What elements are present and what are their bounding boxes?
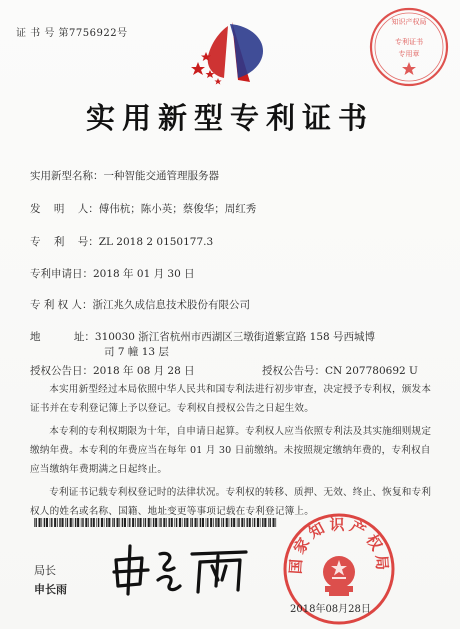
field-inventor: 发 明 人：傅伟杭；陈小英；蔡俊华；周红秀 <box>30 203 257 215</box>
svg-text:专利证书: 专利证书 <box>395 38 423 46</box>
director-name: 申长雨 <box>34 583 67 596</box>
seal-date: 2018年08月28日 <box>290 604 371 615</box>
field-grant-number: 授权公告号：CN 207780692 U <box>262 365 418 377</box>
patent-office-emblem-icon <box>184 18 276 90</box>
certificate-number: 证 书 号 第7756922号 <box>16 28 128 39</box>
director-title: 局长 <box>34 564 56 577</box>
special-seal-stamp <box>366 4 452 90</box>
paragraph-grant: 本实用新型经过本局依照中华人民共和国专利法进行初步审查，决定授予专利权，颁发本证书并在专利登记簿上予以登记。专利权自授权公告之日起生效。 <box>30 384 432 414</box>
field-grant-date: 授权公告日：2018 年 08 月 28 日 <box>30 365 195 377</box>
paragraph-legal-status: 专利证书记载专利权登记时的法律状况。专利权的转移、质押、无效、终止、恢复和专利权人的姓名或名称、国籍、地址变更等事项记载在专利登记簿上。 <box>30 487 432 517</box>
paragraph-term: 本专利的专利权期限为十年，自申请日起算。专利权人应当依照专利法及其实施细则规定缴纳年费。本专利的年费应当在每年 01 月 30 日前缴纳。未按照规定缴纳年费的，专利权自应当缴纳年费期满之日起终止。 <box>30 426 432 475</box>
field-address: 地 址：310030 浙江省杭州市西湖区三墩街道紫宣路 158 号西城博 <box>30 331 376 343</box>
svg-text:国家知识产权局: 国家知识产权局 <box>286 515 392 575</box>
svg-text:专用章: 专用章 <box>398 50 420 58</box>
barcode <box>34 518 278 527</box>
field-address-line2: 司 7 幢 13 层 <box>104 346 169 358</box>
certificate-title: 实用新型专利证书 <box>85 101 374 135</box>
certificate-body <box>30 380 434 525</box>
svg-text:知识产权局: 知识产权局 <box>391 18 427 26</box>
field-patent-holder: 专 利 权 人：浙江兆久成信息技术股份有限公司 <box>30 299 251 311</box>
director-signature <box>108 540 258 596</box>
field-utility-name: 实用新型名称：一种智能交通管理服务器 <box>30 170 219 182</box>
field-patent-number: 专 利 号：ZL 2018 2 0150177.3 <box>30 236 214 248</box>
field-filing-date: 专利申请日：2018 年 01 月 30 日 <box>30 268 195 280</box>
